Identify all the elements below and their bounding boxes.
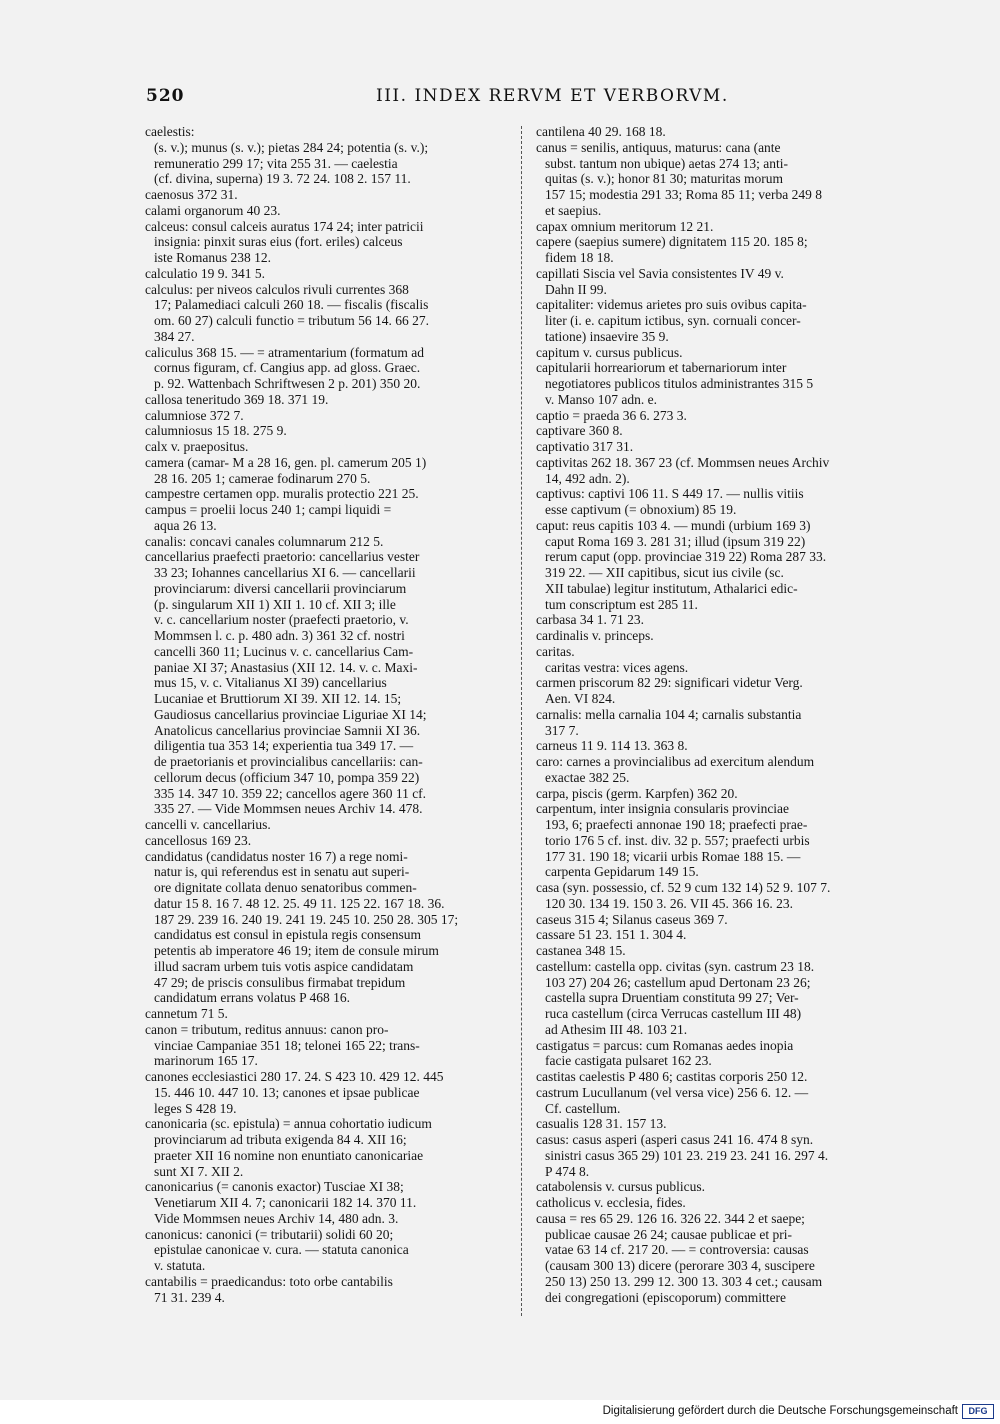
index-line: calumniosus 15 18. 275 9. [145, 423, 287, 439]
index-line: 193, 6; praefecti annonae 190 18; praefecti prae- [545, 817, 808, 832]
index-line: esse captivum (= obnoxium) 85 19. [545, 502, 737, 517]
index-line: subst. tantum non ubique) aetas 274 13; anti- [545, 155, 788, 171]
index-column-right [536, 124, 898, 1319]
index-line: vinciae Campaniae 351 18; telonei 165 22; trans- [154, 1037, 420, 1053]
index-line: canonicarius (= canonis exactor) Tusciae XI 38; [145, 1179, 404, 1195]
index-line: remuneratio 299 17; vita 255 31. — caelestia [154, 155, 398, 171]
index-line: sinistri casus 365 29) 101 23. 219 23. 241 16. 297 4. [545, 1147, 829, 1163]
index-line: caenosus 372 31. [145, 187, 238, 202]
index-line: 120 30. 134 19. 150 3. 26. VII 45. 366 16. 23. [545, 895, 793, 911]
index-line: 335 27. — Vide Mommsen neues Archiv 14. 478. [154, 801, 423, 817]
index-line: XII tabulae) legitur institutum, Athalarici edic- [545, 580, 798, 596]
index-line: carpa, piscis (germ. Karpfen) 362 20. [536, 785, 738, 801]
index-line: (causam 300 13) dicere (perorare 303 4, suscipere [545, 1258, 815, 1273]
index-line: 103 27) 204 26; castellum apud Dertonam 23 26; [545, 974, 811, 990]
index-line: dei congregationi (episcoporum) committere [545, 1289, 787, 1305]
index-line: caput Roma 169 3. 281 31; illud (ipsum 319 22) [545, 533, 806, 549]
index-line: canonicaria (sc. epistula) = annua cohortatio iudicum [145, 1116, 432, 1132]
index-line: campestre certamen opp. muralis protectio 221 25. [145, 486, 419, 502]
index-line: carnalis: mella carnalia 104 4; carnalis substantia [536, 706, 802, 722]
index-line: castitas caelestis P 480 6; castitas corporis 250 12. [536, 1069, 808, 1084]
index-line: Lucaniae et Bruttiorum XI 39. XII 12. 14. 15; [154, 691, 402, 706]
index-line: sunt XI 7. XII 2. [154, 1163, 244, 1179]
index-line: leges S 428 19. [154, 1100, 237, 1116]
index-line: castanea 348 15. [536, 943, 626, 958]
index-line: tum conscriptum est 285 11. [545, 596, 698, 612]
index-line: capillati Siscia vel Savia consistentes IV 49 v. [536, 265, 784, 281]
index-line: (p. singularum XII 1) XII 1. 10 cf. XII 3; ille [154, 596, 396, 612]
index-line: canus = senilis, antiquus, maturus: cana (ante [536, 139, 781, 155]
index-line: caritas vestra: vices agens. [545, 659, 689, 675]
index-line: cancellosus 169 23. [145, 832, 252, 848]
index-line: casa (syn. possessio, cf. 52 9 cum 132 14) 52 9. 107 7. [536, 880, 831, 895]
index-line: calculatio 19 9. 341 5. [145, 265, 265, 281]
index-line: calceus: consul calceis auratus 174 24; inter patricii [145, 218, 424, 234]
index-line: insignia: pinxit suras eius (fort. eriles) calceus [154, 234, 403, 250]
page-header [146, 84, 898, 108]
index-line: 335 14. 347 10. 359 22; cancellos agere 360 11 cf. [154, 785, 427, 801]
column-divider [521, 126, 522, 1316]
index-line: carbasa 34 1. 71 23. [536, 612, 644, 628]
index-line: iste Romanus 238 12. [154, 250, 271, 265]
index-line: carmen priscorum 82 29: significari videtur Verg. [536, 675, 803, 691]
index-line: capitum v. cursus publicus. [536, 344, 683, 360]
digitization-note: Digitalisierung gefördert durch die Deutsche Forschungsgemeinschaft [602, 1405, 958, 1417]
index-line: cannetum 71 5. [145, 1006, 228, 1021]
index-line: candidatum errans volatus P 468 16. [154, 990, 350, 1006]
index-line: carpenta Gepidarum 149 15. [545, 864, 699, 880]
index-line: vatae 63 14 cf. 217 20. — = controversia: causas [545, 1242, 809, 1258]
index-line: castigatus = parcus: cum Romanas aedes inopia [536, 1037, 794, 1053]
index-line: canonicus: canonici (= tributarii) solidi 60 20; [145, 1226, 394, 1242]
index-line: cancelli 360 11; Lucinus v. c. cancellarius Cam- [154, 643, 414, 659]
index-line: canon = tributum, reditus annuus: canon pro- [145, 1021, 389, 1037]
dfg-logo: DFG [962, 1404, 994, 1419]
index-line: ore dignitate collata denuo senatoribus commen- [154, 880, 417, 895]
index-line: paniae XI 37; Anastasius (XII 12. 14. v. c. Maxi- [154, 659, 418, 675]
index-line: carpentum, inter insignia consularis provinciae [536, 801, 790, 817]
index-line: 17; Palamediaci calculi 260 18. — fiscalis (fiscalis [154, 297, 429, 313]
index-line: om. 60 27) calculi functio = tributum 56 14. 66 27. [154, 313, 429, 328]
index-line: caro: carnes a provincialibus ad exercitum alendum [536, 754, 815, 769]
footer-bar [0, 1400, 1000, 1424]
index-column-left [145, 124, 503, 1319]
index-line: cancellarius praefecti praetorio: cancellarius vester [145, 549, 420, 565]
index-line: capere (saepius sumere) dignitatem 115 20. 185 8; [536, 234, 808, 250]
index-line: rerum caput (opp. provinciae 319 22) Roma 287 33. [545, 549, 827, 565]
index-line: capitaliter: videmus arietes pro suis ovibus capita- [536, 297, 807, 313]
index-line: quitas (s. v.); honor 81 30; maturitas morum [545, 171, 783, 187]
index-line: v. statuta. [154, 1258, 206, 1273]
index-line: Vide Mommsen neues Archiv 14, 480 adn. 3. [154, 1210, 399, 1226]
index-line: 28 16. 205 1; camerae fodinarum 270 5. [154, 470, 371, 486]
index-line: caput: reus capitis 103 4. — mundi (urbium 169 3) [536, 517, 811, 533]
index-line: cellorum decus (officium 347 10, pompa 359 22) [154, 769, 420, 785]
index-line: Mommsen l. c. p. 480 adn. 3) 361 32 cf. nostri [154, 628, 405, 643]
index-line: catholicus v. ecclesia, fides. [536, 1195, 686, 1210]
index-line: praeter XII 16 nomine non enuntiato canonicariae [154, 1147, 424, 1163]
index-line: marinorum 165 17. [154, 1053, 258, 1069]
index-line: causa = res 65 29. 126 16. 326 22. 344 2 et saepe; [536, 1210, 805, 1226]
index-line: Venetiarum XII 4. 7; canonicarii 182 14. 370 11. [154, 1195, 417, 1210]
index-line: casualis 128 31. 157 13. [536, 1116, 667, 1132]
index-line: catabolensis v. cursus publicus. [536, 1179, 705, 1195]
index-line: aqua 26 13. [154, 517, 217, 533]
index-line: v. c. cancellarium noster (praefecti praetorio, v. [154, 612, 409, 628]
index-line: 33 23; Iohannes cancellarius XI 6. — cancellarii [154, 565, 416, 580]
index-line: captio = praeda 36 6. 273 3. [536, 407, 687, 423]
index-line: datur 15 8. 16 7. 48 12. 25. 49 11. 125 22. 167 18. 36. [154, 895, 445, 911]
index-line: Cf. castellum. [545, 1100, 621, 1116]
index-line: 187 29. 239 16. 240 19. 241 19. 245 10. 250 28. 305 17; [154, 911, 459, 927]
index-line: candidatus est consul in epistula regis consensum [154, 927, 421, 943]
index-line: cardinalis v. princeps. [536, 628, 654, 643]
index-line: mus 15, v. c. Vitalianus XI 39) cancellarius [154, 675, 387, 691]
index-line: calculus: per niveos calculos rivuli currentes 368 [145, 281, 409, 297]
index-line: ad Athesim III 48. 103 21. [545, 1021, 688, 1037]
index-line: canalis: concavi canales columnarum 212 5. [145, 533, 384, 549]
index-line: 157 15; modestia 291 33; Roma 85 11; verba 249 8 [545, 187, 822, 202]
index-line: captivatio 317 31. [536, 439, 634, 454]
index-line: 15. 446 10. 447 10. 13; canones et ipsae publicae [154, 1084, 420, 1100]
index-line: p. 92. Wattenbach Schriftwesen 2 p. 201) 350 20. [154, 376, 421, 391]
index-line: Anatolicus cancellarius provinciae Samnii XI 36. [154, 722, 421, 738]
index-line: publicae causae 26 24; causae publicae et pri- [545, 1226, 793, 1242]
index-line: castella supra Druentiam constituta 99 27; Ver- [545, 990, 799, 1006]
index-line: provinciarum: diversi cancellarii provinciarum [154, 580, 407, 596]
index-line: exactae 382 25. [545, 769, 630, 785]
index-line: P 474 8. [545, 1163, 590, 1179]
index-line: Aen. VI 824. [545, 691, 616, 706]
index-line: caelestis: [145, 124, 195, 139]
index-line: ruca castellum (circa Verrucas castellum III 48) [545, 1006, 802, 1021]
index-line: cantabilis = praedicandus: toto orbe cantabilis [145, 1273, 393, 1289]
index-line: castrum Lucullanum (vel versa vice) 256 6. 12. — [536, 1084, 809, 1100]
index-line: capitularii horreariorum et tabernariorum inter [536, 360, 787, 376]
section-title: III. INDEX RERVM ET VERBORVM. [376, 86, 729, 106]
index-line: castellum: castella opp. civitas (syn. castrum 23 18. [536, 958, 815, 974]
index-line: callosa teneritudo 369 18. 371 19. [145, 391, 329, 407]
index-line: 317 7. [545, 722, 579, 738]
index-line: caseus 315 4; Silanus caseus 369 7. [536, 911, 728, 927]
index-line: 250 13) 250 13. 299 12. 300 13. 303 4 cet.; causam [545, 1273, 823, 1289]
index-line: caritas. [536, 643, 575, 659]
index-line: captivare 360 8. [536, 423, 623, 439]
index-line: torio 176 5 cf. inst. div. 32 p. 557; praefecti urbis [545, 832, 810, 848]
index-line: liter (i. e. capitum ictibus, syn. cornuali concer- [545, 313, 801, 328]
index-line: 384 27. [154, 328, 195, 344]
index-line: caliculus 368 15. — = atramentarium (formatum ad [145, 344, 425, 360]
index-line: tatione) insaevire 35 9. [545, 328, 669, 344]
index-line: captivus: captivi 106 11. S 449 17. — nullis vitiis [536, 486, 804, 502]
index-line: et saepius. [545, 202, 602, 218]
index-line: cantilena 40 29. 168 18. [536, 124, 666, 139]
index-line: calumniose 372 7. [145, 407, 244, 423]
index-line: cassare 51 23. 151 1. 304 4. [536, 927, 687, 943]
index-line: negotiatores publicos titulos administrantes 315 5 [545, 376, 814, 391]
page-number: 520 [146, 86, 185, 106]
index-line: de praetorianis et provincialibus cancellariis: can- [154, 754, 423, 769]
index-line: natur is, qui referendus est in senatu aut superi- [154, 864, 410, 880]
index-line: diligentia tua 353 14; experientia tua 349 17. — [154, 738, 414, 754]
index-line: camera (camar- M a 28 16, gen. pl. camerum 205 1) [145, 454, 427, 470]
index-line: calami organorum 40 23. [145, 202, 281, 218]
index-line: Gaudiosus cancellarius provinciae Liguriae XI 14; [154, 706, 427, 722]
index-line: capax omnium meritorum 12 21. [536, 218, 714, 234]
index-line: v. Manso 107 adn. e. [545, 391, 657, 407]
index-line: 319 22. — XII capitibus, sicut ius civile (sc. [545, 565, 784, 580]
index-line: candidatus (candidatus noster 16 7) a rege nomi- [145, 848, 408, 864]
index-line: captivitas 262 18. 367 23 (cf. Mommsen neues Archiv [536, 454, 830, 470]
index-line: fidem 18 18. [545, 250, 614, 265]
index-line: petentis ab imperatore 46 19; item de consule mirum [154, 943, 439, 958]
index-line: calx v. praepositus. [145, 439, 249, 454]
index-line: 47 29; de priscis consulibus firmabat trepidum [154, 974, 406, 990]
index-line: 71 31. 239 4. [154, 1289, 225, 1305]
index-line: Dahn II 99. [545, 281, 607, 297]
index-line: cancelli v. cancellarius. [145, 817, 271, 832]
index-line: facie castigata pulsaret 162 23. [545, 1053, 712, 1069]
index-line: carneus 11 9. 114 13. 363 8. [536, 738, 688, 754]
index-line: cornus figuram, cf. Cangius app. ad gloss. Graec. [154, 360, 421, 376]
index-line: campus = proelii locus 240 1; campi liquidi = [145, 502, 392, 517]
index-line: illud sacram urbem tuis votis aspice candidatam [154, 958, 414, 974]
index-line: casus: casus asperi (asperi casus 241 16. 474 8 syn. [536, 1132, 814, 1147]
index-line: (cf. divina, superna) 19 3. 72 24. 108 2. 157 11. [154, 171, 411, 187]
index-line: 177 31. 190 18; vicarii urbis Romae 188 15. — [545, 848, 801, 864]
index-line: (s. v.); munus (s. v.); pietas 284 24; potentia (s. v.); [154, 139, 429, 155]
index-line: provinciarum ad tributa exigenda 84 4. XII 16; [154, 1132, 407, 1147]
index-line: epistulae canonicae v. cura. — statuta canonica [154, 1242, 409, 1258]
index-line: 14, 492 adn. 2). [545, 470, 630, 486]
index-line: canones ecclesiastici 280 17. 24. S 423 10. 429 12. 445 [145, 1069, 444, 1084]
